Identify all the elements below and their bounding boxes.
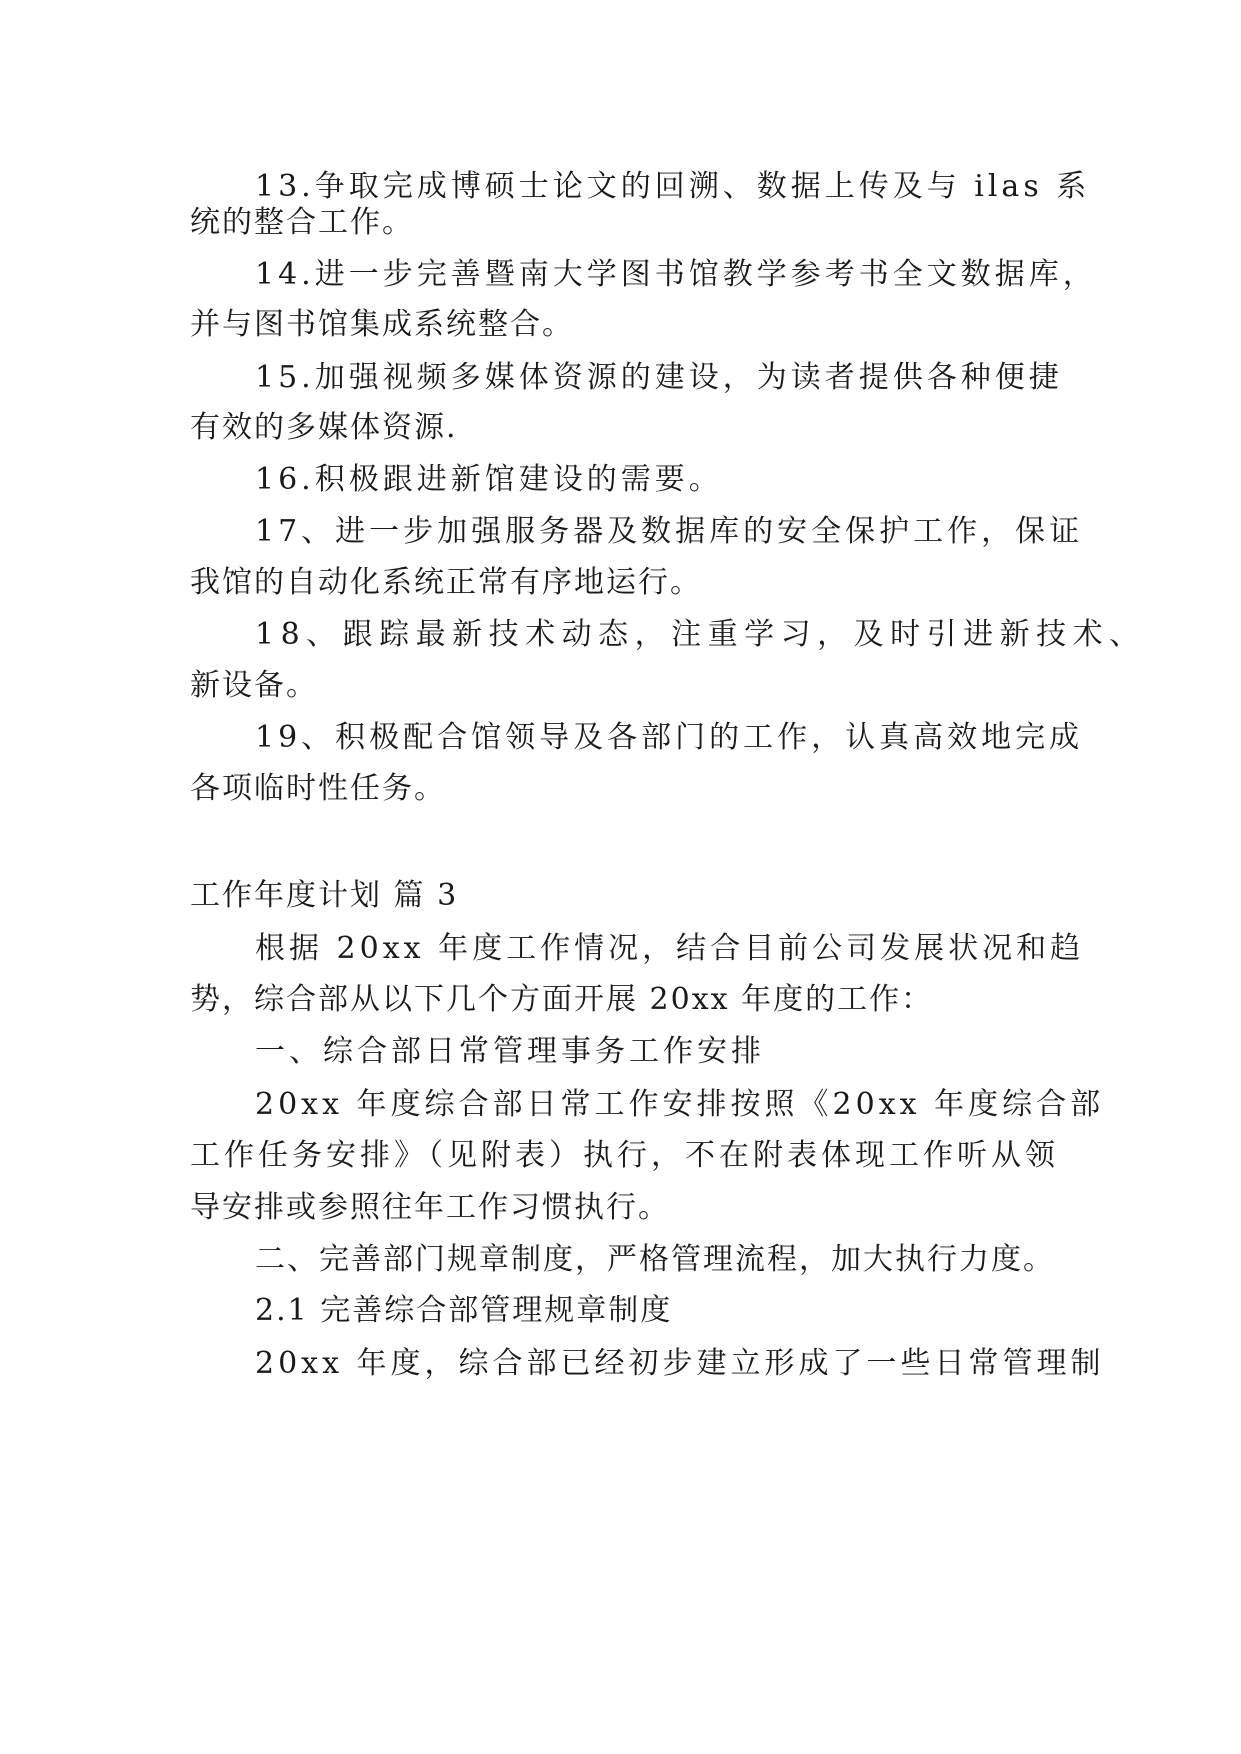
item-19-line-1: 19、积极配合馆领导及各部门的工作，认真高效地完成 [255,720,1084,755]
item-14-line-1: 14.进一步完善暨南大学图书馆教学参考书全文数据库， [255,257,1097,292]
item-18-line-1: 18、跟踪最新技术动态，注重学习，及时引进新技术、 [255,617,1146,652]
part2-subheading: 2.1 完善综合部管理规章制度 [255,1293,673,1328]
part1-body-line-1: 20xx 年度综合部日常工作安排按照《20xx 年度综合部 [255,1087,1105,1122]
item-15-line-2: 有效的多媒体资源. [190,410,458,445]
intro-line-2: 势，综合部从以下几个方面开展 20xx 年度的工作： [190,982,934,1017]
item-16-line-1: 16.积极跟进新馆建设的需要。 [255,462,723,497]
part1-heading: 一、综合部日常管理事务工作安排 [255,1034,765,1069]
section-title: 工作年度计划 篇 3 [190,878,459,913]
part1-body-line-2: 工作任务安排》（见附表）执行，不在附表体现工作听从领 [190,1138,1059,1173]
item-17-line-1: 17、进一步加强服务器及数据库的安全保护工作，保证 [255,514,1084,549]
part2-heading: 二、完善部门规章制度，严格管理流程，加大执行力度。 [255,1242,1055,1277]
item-15-line-1: 15.加强视频多媒体资源的建设，为读者提供各种便捷 [255,360,1063,395]
item-17-line-2: 我馆的自动化系统正常有序地运行。 [190,565,702,600]
item-14-line-2: 并与图书馆集成系统整合。 [190,307,574,342]
item-18-line-2: 新设备。 [190,668,318,703]
part1-body-line-3: 导安排或参照往年工作习惯执行。 [190,1190,670,1225]
part2-body-line-1: 20xx 年度，综合部已经初步建立形成了一些日常管理制 [255,1346,1105,1381]
intro-line-1: 根据 20xx 年度工作情况，结合目前公司发展状况和趋 [255,931,1085,966]
item-19-line-2: 各项临时性任务。 [190,771,446,806]
item-13-line-2: 统的整合工作。 [190,205,414,240]
item-13-line-1: 13.争取完成博硕士论文的回溯、数据上传及与 ilas 系 [255,169,1091,204]
